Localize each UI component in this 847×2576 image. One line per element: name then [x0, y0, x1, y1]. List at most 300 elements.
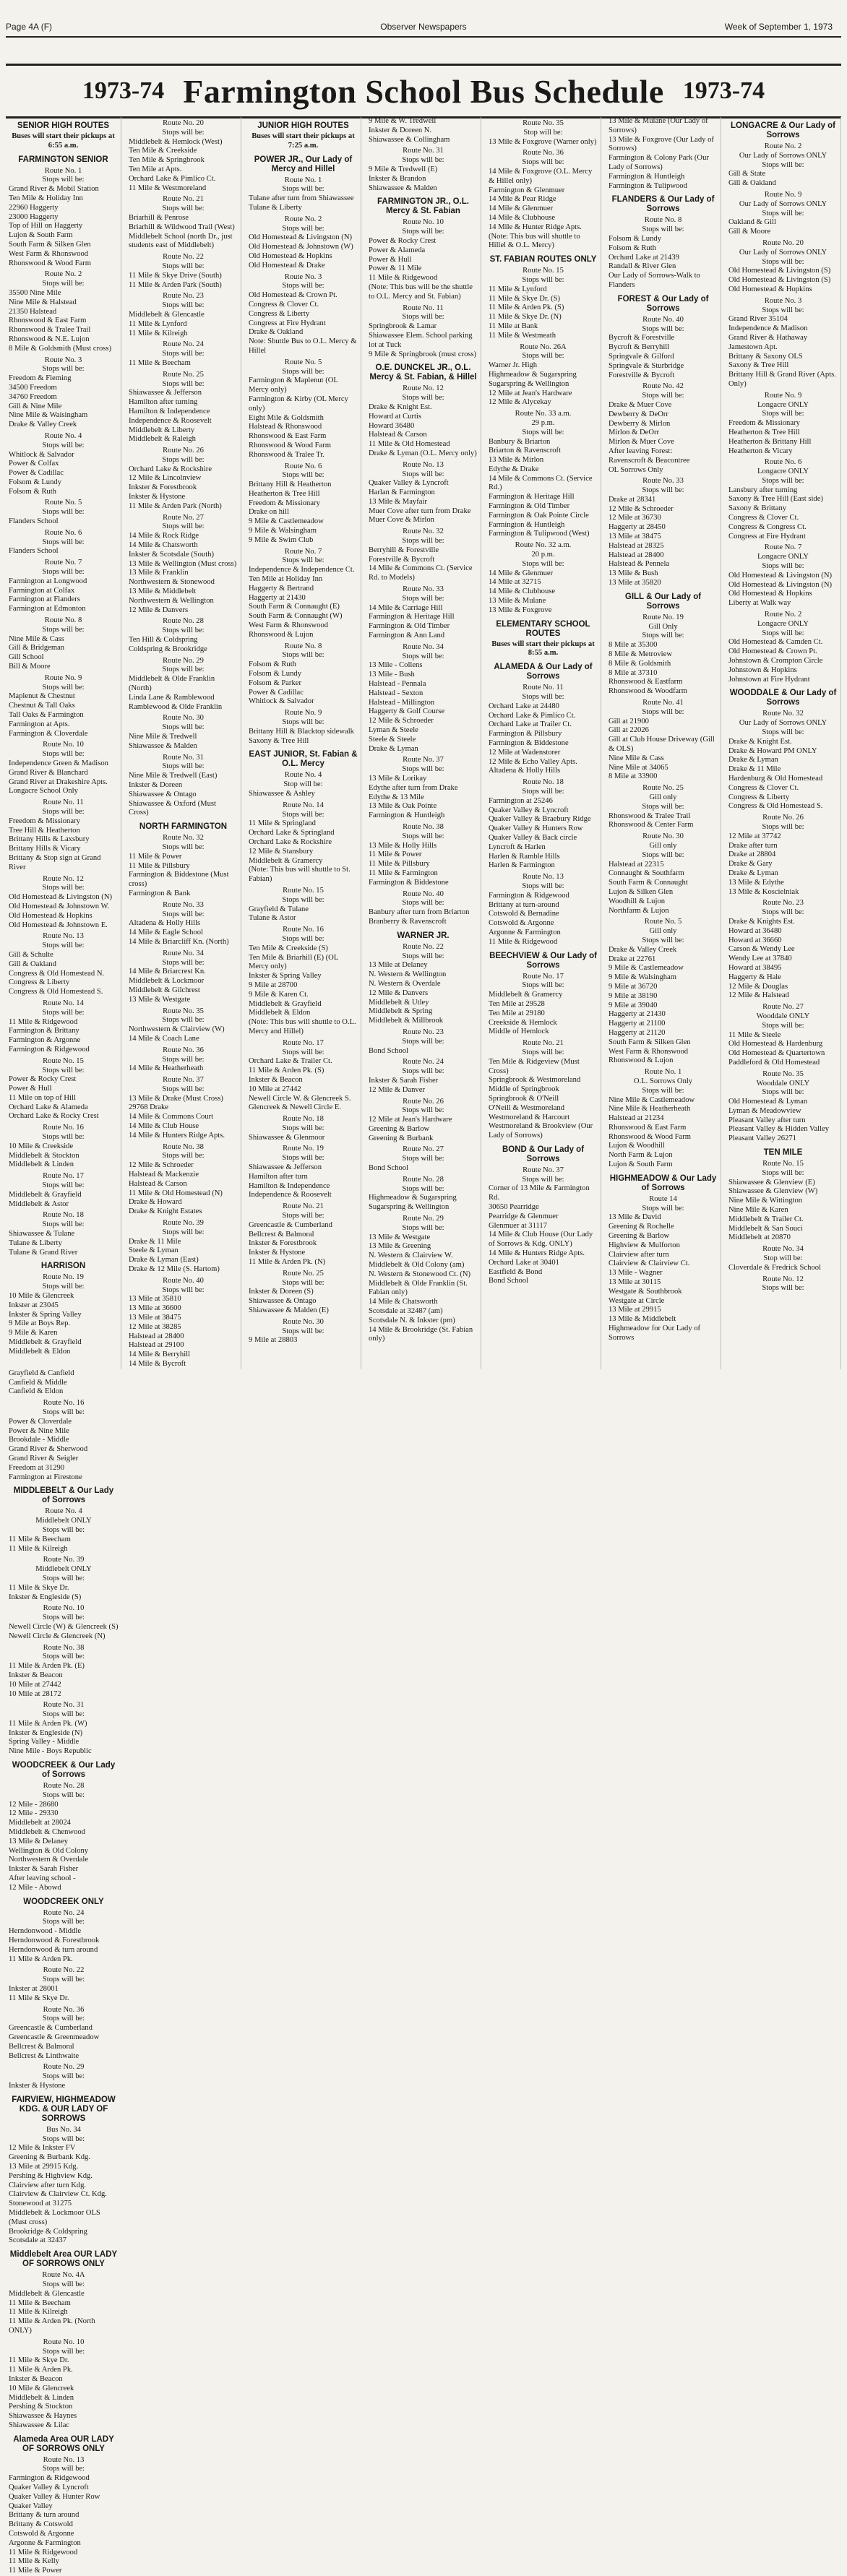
stop-entry: Inkster & Sarah Fisher [9, 1865, 79, 1874]
stops-label: Stops will be: [402, 1223, 444, 1232]
route-number: Route No. 1 [644, 1068, 682, 1077]
route-number: Route No. 15 [523, 267, 564, 275]
stop-entry: Scotsdale N. & Inkster (pm) [369, 1316, 455, 1324]
stops-label: Stops will be: [522, 1048, 564, 1056]
stops-label: Stops will be: [642, 936, 684, 944]
route-number: Route No. 9 [44, 673, 82, 682]
route-number: Route No. 31 [163, 753, 204, 762]
stop-entry: Halstead at 29100 [129, 1341, 184, 1350]
stops-label: Stops will be: [282, 282, 324, 290]
stop-entry: 14 Mile at 32715 [489, 578, 541, 587]
stop-entry: Congress & Liberty [249, 309, 310, 318]
stop-entry: Stonewood at 31275 [9, 2200, 72, 2208]
stops-label: Stops will be: [762, 476, 804, 485]
stop-entry: Inkster & Hystone [9, 2081, 66, 2090]
stop-entry: Steele & Lyman [129, 1246, 179, 1255]
section-heading: TEN MILE [763, 1148, 803, 1158]
stop-entry: 13 Mile at 35810 [129, 1295, 181, 1304]
stop-entry: Ten Mile at Apts. [129, 165, 182, 173]
stops-label: Our Lady of Sorrows ONLY [739, 199, 827, 208]
stop-entry: Orchard Lake at Trailer Ct. [489, 720, 572, 729]
route-number: Route No. 18 [283, 1115, 324, 1124]
stop-entry: 12 Mile at 36730 [609, 514, 661, 522]
route-number: Route No. 23 [762, 899, 804, 908]
stop-entry: Briarhill & Wildwood Trail (West) [129, 223, 235, 231]
stop-entry: 11 Mile & Beecham [9, 1535, 71, 1543]
stop-entry: Shiawassee & Jefferson [249, 1163, 322, 1172]
stop-entry: 8 Mile at 35300 [609, 641, 658, 650]
stops-label: Stops will be: [162, 1285, 205, 1294]
stop-entry: Orchard Lake & Pimlico Ct. [489, 711, 576, 720]
stop-entry: Drake & Knight Estates [129, 1207, 202, 1216]
stop-entry: Grayfield & Canfield [9, 1369, 74, 1377]
stops-label: Longacre ONLY [757, 619, 809, 628]
stop-entry: Our Lady of Sorrows-Walk to Flanders [609, 272, 702, 289]
stop-entry: 12 Mile at Wadenstorer [489, 748, 561, 757]
stop-entry: Altadena & Holly Hills [489, 767, 561, 775]
stop-entry: 13 Mile at 38475 [129, 1314, 181, 1322]
route-number: Route No. 17 [523, 972, 564, 981]
route-number: Route No. 38 [43, 1643, 85, 1652]
stop-entry: N. Western & Wellington [369, 970, 447, 979]
stop-entry: Congress & Old Homestead S. [9, 988, 103, 996]
stop-entry: 11 Mile & Arden Pk. (North ONLY) [9, 2317, 98, 2335]
stop-entry: Old Homestead & Crown Pt. [728, 647, 817, 656]
stop-entry: 13 Mile & Delaney [9, 1837, 69, 1845]
stop-entry: 11 Mile & Skye Dr. [9, 1994, 69, 2002]
route-number: Route No. 26 [403, 1097, 444, 1106]
stops-label: Stops will be: [522, 352, 564, 361]
stops-label: Stops will be: [762, 306, 804, 314]
stop-entry: Rhonswood & N.E. Lujon [9, 335, 90, 343]
stops-label: Stops will be: [162, 762, 205, 771]
stop-entry: Power & Colfax [9, 460, 59, 468]
route-number: Route No. 8 [644, 216, 682, 225]
stop-entry: Gill & Bridgeman [9, 644, 65, 652]
route-number: Route No. 29 [163, 656, 204, 665]
stop-entry: Canfield & Eldon [9, 1387, 64, 1396]
stop-entry: After leaving Forest: [609, 447, 673, 455]
stop-entry: Drake at 28341 [609, 495, 656, 504]
stop-entry: Middlebelt & Eldon [9, 1347, 71, 1356]
stop-entry: Shiawassee Elem. School parking lot at Tuck [369, 331, 475, 349]
route-number: Route No. 39 [43, 1556, 85, 1564]
stop-entry: Halstead & Rhonswood [249, 423, 322, 431]
stop-entry: Greening & Rochelle [609, 1223, 674, 1231]
issue-date: Week of September 1, 1973 [724, 22, 833, 32]
stop-entry: Middlebelt & Lockmoor OLS (Must cross) [9, 2208, 103, 2226]
stop-entry: 12 Mile - 29330 [9, 1809, 59, 1818]
stop-entry: Northfarm & Lujon [609, 906, 669, 915]
stop-entry: 11 Mile & Skye Dr. (N) [489, 313, 562, 322]
stops-label: Stops will be: [162, 455, 205, 464]
stop-entry: Greencastle & Greenmeadow [9, 2033, 100, 2041]
route-number: Route No. 33 [642, 477, 684, 486]
stops-label: Stops will be: [402, 952, 444, 960]
stop-entry: Rhonswood & Wood Farm [9, 259, 92, 267]
route-number: Route No. 10 [403, 218, 444, 227]
route-number: Route No. 28 [403, 1175, 444, 1184]
stop-entry: 9 Mile & Karen [9, 1329, 58, 1337]
stop-entry: Middlebelt & Old Colony (am) [369, 1261, 465, 1270]
stop-entry: Westmoreland & Harcourt [489, 1113, 570, 1121]
stop-entry: Scotsdale at 32487 (am) [369, 1307, 443, 1316]
stops-label: Stops will be: [522, 981, 564, 990]
stop-entry: West Farm & Rhonswood [9, 249, 89, 258]
stop-entry: 9 Mile & Walsingham [609, 973, 676, 982]
stop-entry: 14 Mile & Foxgrove (O.L. Mercy & Hillel only) [489, 167, 594, 185]
section-heading: SENIOR HIGH ROUTES [17, 121, 110, 130]
stop-entry: Old Homestead & Camden Ct. [728, 638, 823, 647]
section-heading: O.E. DUNCKEL JR., O.L. Mercy & St. Fabian, & Hillel [369, 363, 477, 382]
stop-entry: 8 Mile & Goldsmith [609, 659, 671, 668]
stop-entry: 12 Mile & Danver [369, 1085, 425, 1094]
stop-entry: Newell Circle (W) & Glencreek (S) [9, 1622, 119, 1631]
stop-entry: Hamilton & Independence [129, 407, 210, 415]
stop-entry: Inkster & Beacon [9, 1671, 63, 1679]
stop-entry: Liberty at Walk way [728, 599, 791, 608]
stop-entry: 13 Mile & Wellington (Must cross) [129, 559, 237, 568]
stops-label: Gill Only [648, 622, 678, 631]
stop-entry: Westgate & Southbrook [609, 1287, 682, 1296]
stop-entry: Brookdale - Middle [9, 1436, 69, 1444]
stop-entry: Brittany Hill & Blacktop sidewalk [249, 727, 354, 736]
route-number: Route No. 2 [764, 611, 802, 619]
stop-entry: Tulane & Grand River [9, 1248, 78, 1257]
stops-label: Stops will be: [642, 324, 684, 333]
stop-entry: Brittany & Stop sign at Grand River [9, 853, 103, 871]
stop-entry: Independence Green & Madison [9, 759, 108, 767]
stop-entry: Heatherton & Tree Hill [728, 428, 800, 436]
stop-entry: Ravenscroft & Beacontree [609, 456, 690, 465]
stop-entry: Lujon & South Farm [9, 231, 73, 240]
stop-entry: Middlebelt & Astor [9, 1199, 69, 1208]
stops-label: Stops will be: [162, 1085, 205, 1093]
stop-entry: Eight Mile & Goldsmith [249, 413, 324, 422]
stop-entry: Northwestern & Wellington [129, 596, 214, 605]
stop-entry: Brittany Hills & Laxsbury [9, 835, 90, 844]
stop-entry: Greencastle & Cumberland [9, 2024, 93, 2033]
route-number: Route No. 7 [44, 559, 82, 567]
stop-entry: Farmington & Bank [129, 889, 191, 897]
stops-label: Stops will be: [162, 379, 205, 388]
stop-entry: Northwestern & Stonewood [129, 578, 215, 587]
stop-entry: Bellcrest & Linthwaite [9, 2051, 79, 2060]
stop-entry: Brittany & Saxony OLS [728, 352, 803, 361]
stop-entry: Middlebelt at 28024 [9, 1819, 71, 1827]
stop-entry: Grand River & Sherwood [9, 1445, 88, 1454]
stops-label: Stops will be: [42, 1408, 85, 1416]
stop-entry: Nine Mile at 34065 [609, 763, 668, 772]
stops-label: Stops will be: [402, 1184, 444, 1193]
stop-entry: Quaker Valley & Lyncroft [9, 2484, 89, 2492]
stop-entry: Edythe after turn from Drake [369, 783, 458, 792]
stop-entry: 12 Mile at 38285 [129, 1322, 181, 1331]
stops-label: Stops will be: [402, 1067, 444, 1076]
stop-entry: 13 Mile & David [609, 1213, 661, 1222]
route-number: Route No. 30 [163, 714, 204, 723]
headline-year-left: 1973-74 [82, 77, 165, 104]
route-number: Route No. 29 [403, 1215, 444, 1223]
stop-entry: Tulane & Astor [249, 914, 296, 923]
route-number: Route No. 16 [43, 1399, 85, 1408]
stop-entry: 14 Mile & Commons Ct. (Service Rd.) [489, 474, 595, 492]
section-heading: WOODCREEK & Our Lady of Sorrows [12, 1761, 116, 1780]
section-heading: WOODDALE & Our Lady of Sorrows [729, 689, 837, 707]
stops-label: Stops will be: [162, 910, 205, 918]
stop-entry: 11 Mile & Pillsbury [369, 860, 430, 869]
route-number: Route No. 26A [520, 343, 567, 351]
route-number: Route No. 12 [762, 1275, 804, 1283]
stop-entry: 13 Mile & Mirlon [489, 456, 544, 465]
stop-entry: Drake & Muer Cove [609, 400, 672, 409]
section-heading: Alameda Area OUR LADY OF SORROWS ONLY [13, 2434, 114, 2453]
stop-entry: Haggerty at 21430 [249, 593, 306, 602]
stop-entry: Nine Mile & Tredwell [129, 733, 197, 741]
stop-entry: Shiawassee & Tulane [9, 1230, 75, 1239]
stop-entry: Drake & Knight Est. [369, 402, 432, 411]
stop-entry: Brittany Hill & Heatherton [249, 481, 332, 489]
stop-entry: Shiawassee & Malden [129, 741, 197, 750]
stops-label: Stops will be: [522, 788, 564, 796]
stop-entry: 11 Mile & Westmoreland [129, 184, 207, 192]
stop-entry: Tulane after turn from Shiawassee [249, 194, 354, 203]
route-number: Route No. 4A [42, 2271, 85, 2280]
stop-entry: 12 Mile & Stansbury [249, 847, 314, 856]
stop-entry: 11 Mile & Power [129, 852, 182, 861]
stop-entry: Quaker Valley & Lyncroft [369, 479, 449, 488]
stop-entry: 13 Mile & Greening [369, 1242, 431, 1251]
stop-entry: Pearridge & Glenmuer [489, 1212, 559, 1220]
route-number: Route No. 22 [43, 1966, 85, 1975]
stop-entry: Congress & Liberty [9, 978, 70, 987]
stop-entry: 13 Mile - Wagner [609, 1269, 663, 1278]
stop-entry: Saxony & Tree Hill (East side) [728, 495, 823, 504]
stop-entry: Old Homestead & Johnstown (W) [249, 243, 353, 251]
route-number: Route No. 35 [163, 1007, 204, 1015]
stop-entry: 12 Mile & Douglas [728, 982, 788, 991]
stop-entry: 14 Mile & Pear Ridge [489, 195, 556, 204]
route-number: Route No. 5 [44, 499, 82, 507]
stop-entry: 13 Mile & Franklin [129, 569, 189, 577]
stops-label: Gill only [649, 793, 677, 801]
stop-entry: Dewberry & Mirlon [609, 419, 671, 428]
route-number: Route No. 27 [163, 513, 204, 522]
stops-label: Stops will be: [282, 556, 324, 565]
route-number: Route No. 24 [163, 340, 204, 349]
stop-entry: Farmington & Heritage Hill [489, 493, 575, 501]
section-heading: FOREST & Our Lady of Sorrows [617, 294, 709, 313]
stop-entry: Middlebelt & Olde Franklin (St. Fabian only) [369, 1279, 470, 1297]
stop-entry: South Farm & Connaught (E) [249, 603, 340, 611]
stop-entry: Clairview & Clairview Ct. [609, 1259, 690, 1268]
stop-entry: Longacre School Only [9, 787, 78, 796]
stop-entry: 12 Mile & Lincolnview [129, 474, 202, 483]
stop-entry: Heatherton & Vicary [728, 447, 793, 455]
stop-entry: Haggerty & Golf Course [369, 707, 445, 716]
stop-entry: Rhonswood & Wood Farm [609, 1132, 692, 1141]
stop-entry: Bycroft & Berryhill [609, 343, 670, 352]
stop-entry: Rhonswood & Wood Farm [249, 441, 332, 449]
stop-entry: 14 Mile & Briarcrest Kn. [129, 968, 206, 976]
stops-label: Stops will be: [42, 1653, 85, 1661]
stops-label: Stops will be: [402, 594, 444, 603]
stop-entry: Bond School [489, 1277, 529, 1285]
stop-entry: Shiawassee & Malden [369, 184, 437, 192]
route-number: Route No. 30 [283, 1317, 324, 1326]
stop-entry: Greening & Burbank Kdg. [9, 2153, 90, 2162]
stop-entry: Nine Mile - Boys Republic [9, 1747, 92, 1756]
stop-entry: Hamilton after turning [129, 398, 198, 407]
stops-label: Stops will be: [42, 2465, 85, 2473]
stop-entry: 11 Mile & Lynford [129, 319, 187, 328]
stop-entry: Haggerty at 28450 [609, 523, 666, 532]
stop-entry: N. Western & Stonewood Ct. (N) [369, 1270, 471, 1278]
stop-entry: Old Homestead & Quartertown [728, 1049, 825, 1058]
stop-entry: Brittany at turn-around [489, 900, 559, 909]
stop-entry: Freedom at 31290 [9, 1463, 65, 1472]
stop-entry: Drake & Knight Est. [728, 737, 792, 746]
stop-entry: Farmington & Biddestone [489, 739, 569, 748]
stop-entry: Brookridge & Coldspring [9, 2227, 87, 2236]
stop-entry: 9 Mile at 28803 [249, 1336, 298, 1345]
route-number: Route No. 10 [43, 741, 84, 749]
stop-entry: 11 Mile & Kilreigh [129, 329, 188, 337]
route-number: Route No. 1 [44, 166, 82, 175]
stops-label: Stops will be: [42, 942, 85, 950]
stop-entry: Glencreek & Newell Circle E. [249, 1103, 341, 1112]
stop-entry: 11 Mile & Kelly [9, 2557, 59, 2566]
route-number: Route No. 25 [283, 1269, 324, 1278]
stop-entry: Drake & 11 Mile [728, 765, 781, 774]
stops-label: Stops will be: [42, 1220, 85, 1229]
stop-entry: 14 Mile & Hunter Ridge Apts. [489, 223, 582, 231]
stop-entry: 11 Mile & Kilreigh [9, 1544, 68, 1553]
stop-entry: Halstead at 21234 [609, 1114, 664, 1123]
route-number: Route No. 32 [163, 834, 204, 843]
stop-entry: Grand River & Blanchard [9, 768, 88, 777]
stop-entry: 11 Mile & Arden Pk. (N) [249, 1258, 326, 1267]
stop-entry: Wellington & Old Colony [9, 1846, 89, 1855]
route-number: Route No. 33 a.m. [515, 410, 572, 418]
stop-entry: Grand River & Hathaway [728, 333, 808, 342]
stop-entry: Rhonswood & Center Farm [609, 821, 694, 830]
stop-entry: Haggerty at 21120 [609, 1028, 666, 1037]
stop-entry: 13 Mile & Holly Hills [369, 841, 437, 850]
stops-label: Stops will be: [162, 1228, 205, 1236]
stop-entry: (Note: This bus will be the shuttle to O.L. Mercy and St. Fabian) [369, 283, 475, 301]
schedule-column [126, 117, 241, 1369]
stops-label: Stops will be: [42, 1791, 85, 1799]
route-number: Route No. 36 [523, 149, 564, 158]
stop-entry: Rhonswood & Eastfarm [609, 678, 683, 686]
route-number: Route No. 2 [44, 270, 82, 279]
stop-entry: Farmington at Flanders [9, 595, 80, 604]
stop-entry: Ten Mile at Holiday Inn [249, 575, 323, 584]
stop-entry: Nine Mile & Wittington [728, 1197, 803, 1205]
stop-entry: Farmington & Argonne [9, 1036, 81, 1045]
stop-entry: Forestville & Bycroft [609, 371, 675, 379]
stop-entry: Greening & Barlow [369, 1124, 430, 1133]
stop-entry: Shiawassee & Glenview (E) [728, 1178, 815, 1186]
stops-label: Stops will be: [42, 1008, 85, 1017]
stops-label: O.L. Sorrows Only [633, 1077, 693, 1085]
stops-label: Middlebelt ONLY [35, 1565, 92, 1574]
stop-entry: Old Homestead & Livingston (N) [728, 580, 832, 589]
stop-entry: Northwestern & Overdale [9, 1856, 89, 1864]
stop-entry: Congress & Congress Ct. [728, 522, 807, 531]
stop-entry: 13 Mile & Bush [609, 569, 658, 578]
stop-entry: Power & Cadillac [9, 469, 64, 478]
stop-entry: Farmington & Heritage Hill [369, 613, 455, 621]
stop-entry: 13 Mile & Foxgrove [489, 606, 552, 614]
route-number: Route No. 26 [762, 814, 804, 822]
stop-entry: 13 Mile at 35820 [609, 579, 661, 587]
stop-entry: Highmeadow & Sugarspring [369, 1194, 457, 1202]
stops-label: Stop will be: [763, 1254, 803, 1263]
stop-entry: Orchard Lake & Trailer Ct. [249, 1057, 332, 1066]
stop-entry: 11 Mile & Pillsbury [129, 861, 190, 870]
stops-label: Wooddale ONLY [756, 1012, 810, 1020]
stops-label: Stops will be: [162, 262, 205, 270]
stop-entry: 12 Mile & Schroeder [129, 1161, 194, 1170]
stop-entry: Drake & 11 Mile [129, 1237, 181, 1246]
stop-entry: Middlebelt & Linden [9, 2393, 74, 2402]
stop-entry: Halstead at 28400 [129, 1332, 184, 1340]
stop-entry: 11 Mile & Skye Dr. (S) [489, 294, 561, 303]
stop-entry: Old Homestead & Hopkins [249, 251, 332, 260]
stop-entry: Drake & 12 Mile (S. Hartom) [129, 1265, 220, 1274]
route-number: Route No. 30 [642, 832, 684, 841]
route-number: Route No. 19 [642, 613, 684, 621]
route-number: Route No. 18 [43, 1211, 84, 1220]
stop-entry: Orchard Lake & Rockshire [249, 837, 332, 846]
stop-entry: 30650 Pearridge [489, 1203, 539, 1212]
stop-entry: Shiawassee & Malden (E) [249, 1306, 329, 1315]
schedule-column [606, 117, 721, 1369]
stops-label: Stops will be: [642, 225, 684, 234]
stop-entry: Springvale & Sturbridge [609, 361, 684, 370]
section-heading: POWER JR., Our Lady of Mercy and Hillel [254, 155, 353, 173]
stop-entry: Nine Mile & Castlemeadow [609, 1095, 695, 1104]
stop-entry: Rhonswood & Lujon [249, 630, 314, 639]
stop-entry: Middlebelt & Trailer Ct. [728, 1215, 804, 1223]
stop-entry: Muer Cove after turn from Drake [369, 507, 471, 515]
stop-entry: Chestnut & Tall Oaks [9, 702, 75, 710]
stop-entry: Brittany & Cotswold [9, 2520, 73, 2529]
stop-entry: Drake & Gary [728, 860, 773, 869]
stop-entry: Middlebelt & Gramercy [249, 856, 323, 865]
stop-entry: Springbrook & Lamar [369, 322, 437, 331]
stop-entry: Drake & Lyman [728, 869, 778, 877]
stop-entry: 11 Mile & Skye Drive (South) [129, 271, 222, 280]
stop-entry: Grayfield & Tulane [249, 905, 309, 913]
schedule-column [726, 117, 841, 1369]
stop-entry: 9 Mile at 39040 [609, 1001, 658, 1009]
stop-entry: Westgate at Circle [609, 1296, 665, 1305]
route-number: Route No. 17 [283, 1038, 324, 1047]
route-number: Route No. 13 [43, 932, 84, 941]
stop-entry: 11 Mile at Bank [489, 322, 538, 330]
stop-entry: Inkster & Brandon [369, 174, 426, 183]
stop-entry: 8 Mile at 37310 [609, 668, 658, 677]
stop-entry: Congress at Fire Hydrant [249, 319, 326, 327]
stops-label: Stop will be: [283, 780, 323, 789]
stop-entry: Congress & Clover Ct. [728, 783, 799, 792]
stop-entry: Howard at Curtis [369, 412, 421, 421]
stop-entry: Steele & Steele [369, 735, 416, 744]
route-number: Route No. 33 [403, 585, 444, 594]
